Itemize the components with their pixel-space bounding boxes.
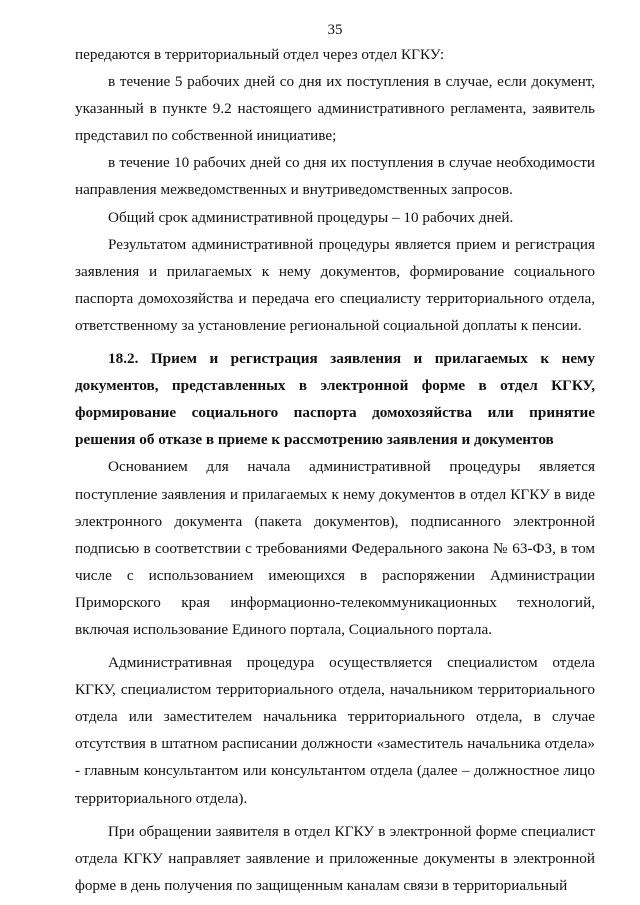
paragraph-4: Общий срок административной процедуры – 10 рабочих дней. bbox=[108, 208, 514, 226]
page-number: 35 bbox=[327, 22, 343, 38]
paragraph-7: Административная процедура осуществляется специалистом отдела КГКУ, специалистом территориального отдела, начальником территориального отдела или заместителем начальника территориального отдела, в случае отсутствия в штатном расписании должности «заместитель начальника отдела» - главным консультантом или консультантом отдела (далее – должностное лицо территориального отдела). bbox=[75, 654, 595, 807]
paragraph-6: Основанием для начала административной процедуры является поступление заявления и прилагаемых к нему документов в отдел КГКУ в виде электронного документа (пакета документов), подписанного электронной подписью в соответствии с требованиями Федерального закона № 63-ФЗ, в том числе с использованием имеющихся в распоряжении Администрации Приморского края информационно-телекоммуникационных технологий, включая использование Единого портала, Социального портала. bbox=[75, 458, 595, 638]
section-heading: 18.2. Прием и регистрация заявления и прилагаемых к нему документов, представленных в электронной форме в отдел КГКУ, формирование социального паспорта домохозяйства или принятие решения об отказе в приеме к рассмотрению заявления и документов bbox=[75, 350, 595, 449]
paragraph-2: в течение 5 рабочих дней со дня их поступления в случае, если документ, указанный в пункте 9.2 настоящего административного регламента, заявитель представил по собственной инициативе; bbox=[75, 73, 595, 145]
paragraph-3: в течение 10 рабочих дней со дня их поступления в случае необходимости направления межведомственных и внутриведомственных запросов. bbox=[75, 154, 595, 199]
document-body bbox=[75, 41, 595, 899]
paragraph-1: передаются в территориальный отдел через отдел КГКУ: bbox=[75, 46, 445, 63]
paragraph-8: При обращении заявителя в отдел КГКУ в электронной форме специалист отдела КГКУ направляет заявление и приложенные документы в электронной форме в день получения по защищенным каналам связи в территориальный bbox=[75, 822, 595, 894]
paragraph-5: Результатом административной процедуры является прием и регистрация заявления и прилагаемых к нему документов, формирование социального паспорта домохозяйства и передача его специалисту территориального отдела, ответственному за установление региональной социальной доплаты к пенсии. bbox=[75, 235, 595, 334]
